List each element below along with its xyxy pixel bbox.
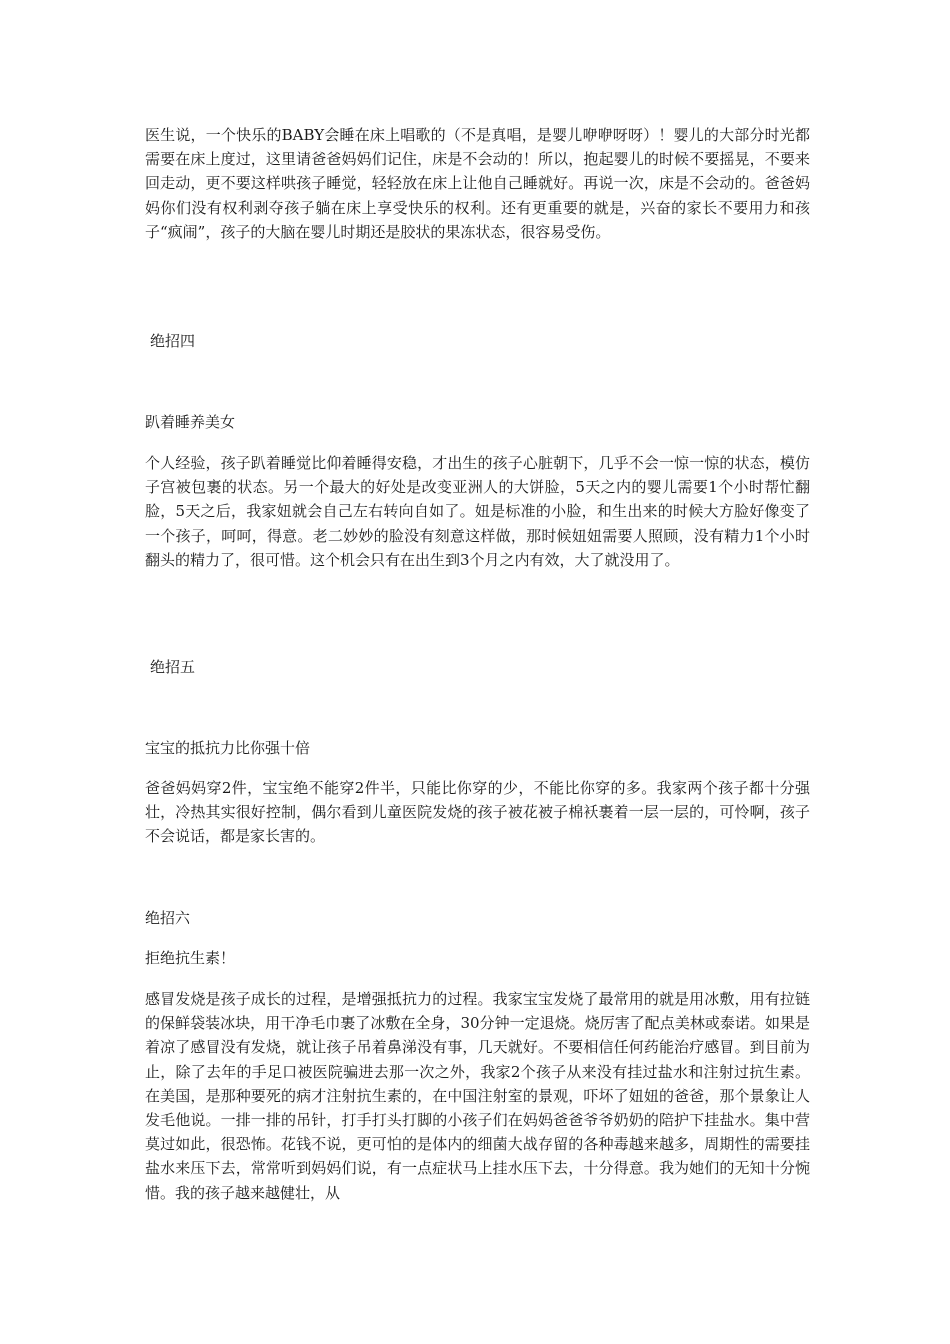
paragraph-trick-five: 爸爸妈妈穿2件，宝宝绝不能穿2件半，只能比你穿的少，不能比你穿的多。我家两个孩子都十分强壮，冷热其实很好控制，偶尔看到儿童医院发烧的孩子被花被子棉袄裹着一层一层的，可怜啊，孩子不会说话，都是家长害的。 (145, 779, 810, 846)
paragraph-trick-six: 感冒发烧是孩子成长的过程，是增强抵抗力的过程。我家宝宝发烧了最常用的就是用冰敷，用有拉链的保鲜袋装冰块，用干净毛巾裹了冰敷在全身，30分钟一定退烧。烧厉害了配点美林或泰诺。如果是着凉了感冒没有发烧，就让孩子吊着鼻涕没有事，几天就好。不要相信任何药能治疗感冒。到目前为止，除了去年的手足口被医院骗进去那一次之外，我家2个孩子从来没有挂过盐水和注射过抗生素。在美国，是那种要死的病才注射抗生素的，在中国注射室的景观，吓坏了妞妞的爸爸，那个景象让人发毛他说。一排一排的吊针，打手打头打脚的小孩子们在妈妈爸爸爷爷奶奶的陪护下挂盐水。集中营莫过如此，很恐怖。花钱不说，更可怕的是体内的细菌大战存留的各种毒越来越多，周期性的需要挂盐水来压下去，常常听到妈妈们说，有一点症状马上挂水压下去，十分得意。我为她们的无知十分惋惜。我的孩子越来越健壮，从 (145, 990, 810, 1202)
subtitle-trick-four: 趴着睡养美女 (145, 413, 236, 431)
subtitle-trick-six: 拒绝抗生素！ (145, 949, 236, 967)
paragraph-sleep-in-bed: 医生说，一个快乐的BABY会睡在床上唱歌的（不是真唱，是婴儿咿咿呀呀）！婴儿的大部分时光都需要在床上度过，这里请爸爸妈妈们记住，床是不会动的！所以，抱起婴儿的时候不要摇晃，不要来回走动，更不要这样哄孩子睡觉，轻轻放在床上让他自己睡就好。再说一次，床是不会动的。爸爸妈妈你们没有权利剥夺孩子躺在床上享受快乐的权利。还有更重要的就是，兴奋的家长不要用力和孩子“疯闹”，孩子的大脑在婴儿时期还是胶状的果冻状态，很容易受伤。 (145, 126, 810, 241)
heading-trick-six: 绝招六 (145, 909, 191, 927)
heading-trick-five: 绝招五 (150, 658, 196, 676)
subtitle-trick-five: 宝宝的抵抗力比你强十倍 (145, 739, 311, 757)
heading-trick-four: 绝招四 (150, 332, 196, 350)
paragraph-trick-four: 个人经验，孩子趴着睡觉比仰着睡得安稳，才出生的孩子心脏朝下，几乎不会一惊一惊的状态，模仿子宫被包裹的状态。另一个最大的好处是改变亚洲人的大饼脸，5天之内的婴儿需要1个小时帮忙翻脸，5天之后，我家妞就会自己左右转向自如了。妞是标准的小脸，和生出来的时候大方脸好像变了一个孩子，呵呵，得意。老二妙妙的脸没有刻意这样做，那时候妞妞需要人照顾，没有精力1个小时翻头的精力了，很可惜。这个机会只有在出生到3个月之内有效，大了就没用了。 (145, 454, 810, 569)
